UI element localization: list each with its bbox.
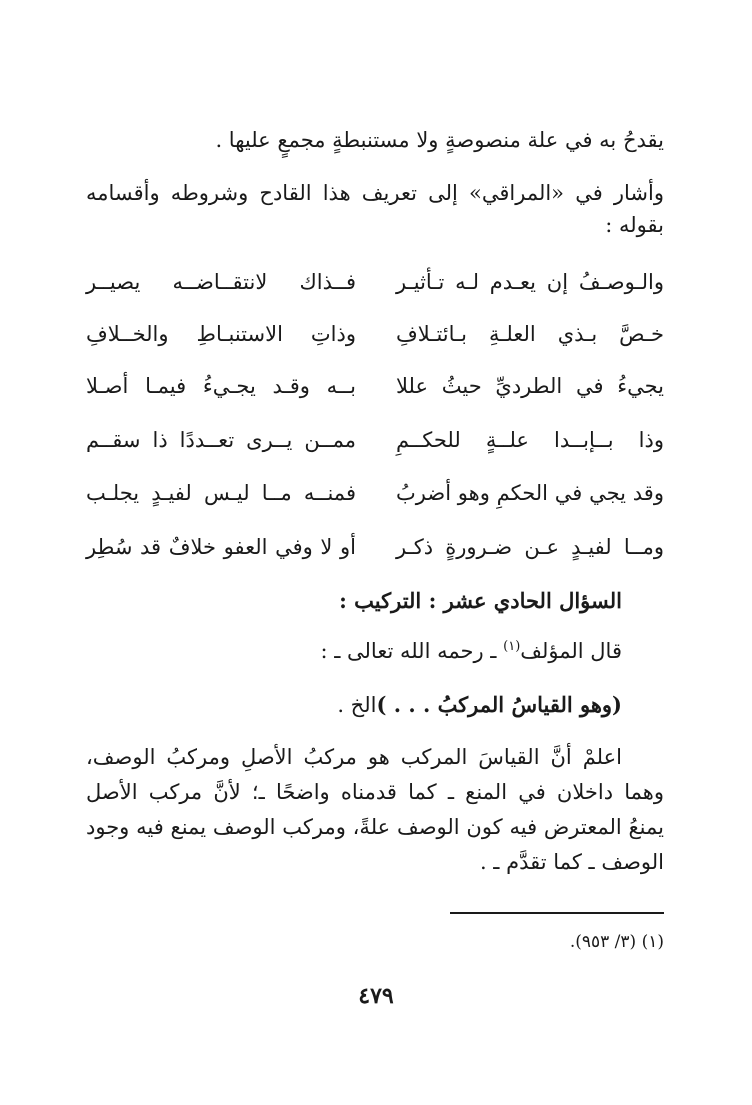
verse-row	[86, 370, 664, 402]
verse-row	[86, 424, 664, 456]
verse-row	[86, 266, 664, 298]
verse-first-hemistich: ومــا لفيـدٍ عـن ضـرورةٍ ذكـر	[396, 535, 664, 559]
author-said-end: ـ رحمه الله تعالى ـ :	[320, 639, 504, 663]
verse-first-hemistich: يجيءُ في الطرديِّ حيثُ عللا	[396, 374, 664, 398]
paragraph-1-line-1: وأشار في «المراقي» إلى تعريف هذا القادح وشروطه وأقسامه	[86, 181, 664, 205]
intro-line: يقدحُ به في علة منصوصةٍ ولا مستنبطةٍ مجمعٍ عليها .	[215, 128, 664, 152]
verse-row	[86, 318, 664, 350]
footnote: (١) (٣/ ٩٥٣).	[569, 932, 664, 952]
verse-row	[86, 531, 664, 563]
paragraph-2-line-3: يمنعُ المعترض فيه كون الوصف علةً، ومركب الوصف يمنع فيه وجود	[86, 815, 664, 839]
paragraph-1-line-2: بقوله :	[605, 213, 664, 237]
page-number: ٤٧٩	[358, 983, 394, 1009]
verse-first-hemistich: وقد يجي في الحكمِ وهو أضربُ	[396, 481, 664, 505]
verse-first-hemistich: خـصَّ بـذي العلـةِ بـائتـلافِ	[396, 322, 664, 346]
paragraph-2-line-1: اعلمْ أنَّ القياسَ المركب هو مركبُ الأصلِ ومركبُ الوصف،	[86, 745, 622, 769]
quoted-phrase-tail: الخ .	[337, 693, 377, 717]
author-said-start: قال المؤلف	[520, 639, 622, 663]
verse-second-hemistich: فــذاك لانتقــاضــه يصيــر	[86, 270, 356, 294]
verse-first-hemistich: والـوصـفُ إن يعـدم لـه تـأثيـر	[396, 270, 664, 294]
verse-row	[86, 477, 664, 509]
quoted-text-line	[337, 690, 622, 720]
verse-second-hemistich: وذاتِ الاستنبـاطِ والخــلافِ	[86, 322, 356, 346]
paragraph-2-line-4: الوصف ـ كما تقدَّم ـ .	[479, 850, 664, 874]
verse-second-hemistich: أو لا وفي العفو خلافٌ قد سُطِر	[86, 535, 356, 559]
quoted-phrase: (وهو القياسُ المركبُ . . . )	[376, 692, 622, 717]
author-said-line	[320, 636, 622, 666]
footnote-marker: (١)	[503, 639, 521, 654]
verse-second-hemistich: ممــن يــرى تعــددًا ذا سقــم	[86, 428, 356, 452]
footnote-divider	[450, 912, 664, 914]
question-heading: السؤال الحادي عشر : التركيب :	[339, 588, 622, 613]
paragraph-2-line-2: وهما داخلان في المنع ـ كما قدمناه واضحًا ـ؛ لأنَّ مركب الأصل	[86, 780, 664, 804]
verse-first-hemistich: وذا بــإبــدا علــةٍ للحكــمِ	[396, 428, 664, 452]
verse-second-hemistich: فمنــه مــا ليـس لفيـدٍ يجلـب	[86, 481, 356, 505]
verse-second-hemistich: بــه وقـد يجـيءُ فيمـا أصـلا	[86, 374, 356, 398]
